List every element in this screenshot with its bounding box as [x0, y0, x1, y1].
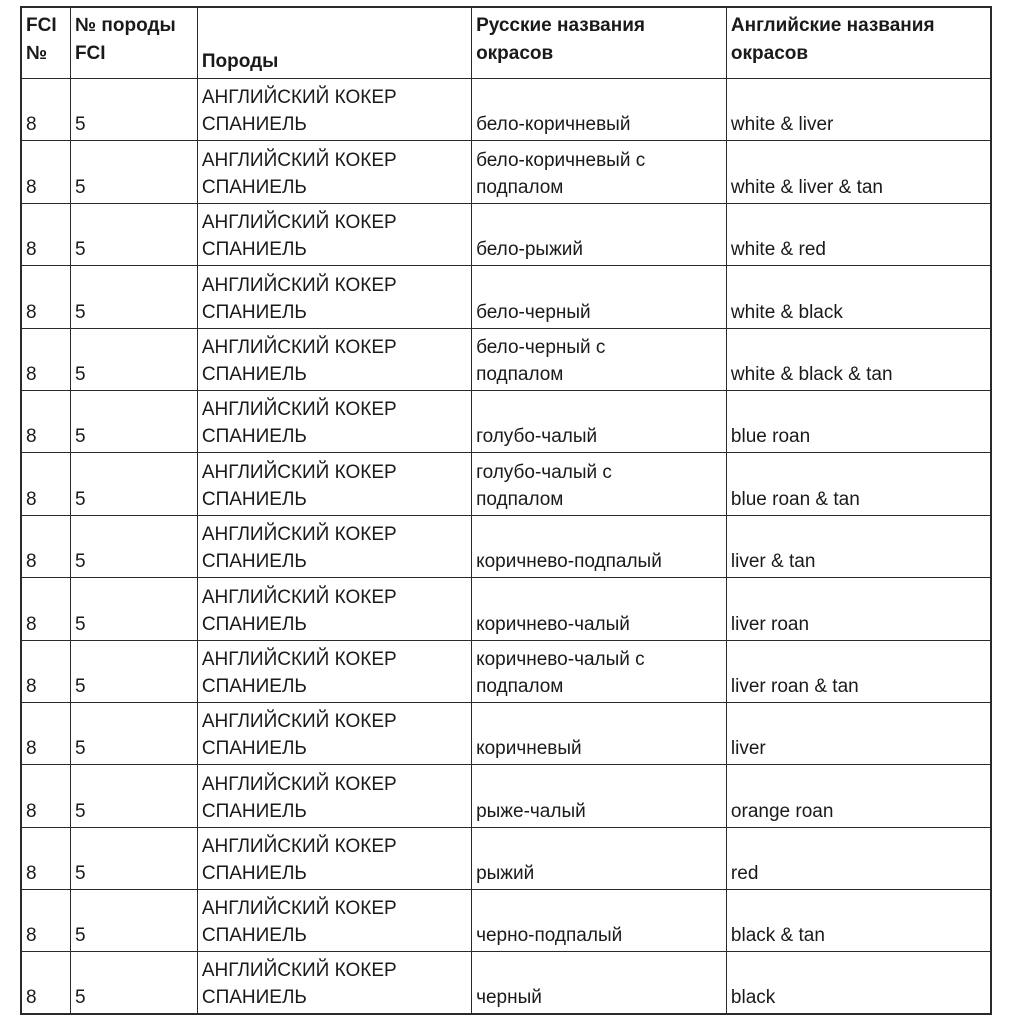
cell-english-color-text: black & tan: [730, 925, 825, 947]
cell-fci-group-text: 8: [26, 176, 37, 198]
cell-english-color-text: white & red: [730, 239, 826, 261]
table-row: [21, 141, 991, 203]
cell-english-color: [726, 827, 991, 889]
cell-breed: [197, 141, 471, 203]
header-fci-group: [21, 7, 70, 79]
table-row: [21, 890, 991, 952]
table-row: [21, 203, 991, 265]
cell-fci-group-text: 8: [26, 426, 37, 448]
cell-russian-color: [472, 952, 727, 1014]
cell-breed-text: АНГЛИЙСКИЙ КОКЕР СПАНИЕЛЬ: [201, 461, 397, 510]
header-english-colors: [726, 7, 991, 79]
cell-fci-group-text: 8: [26, 551, 37, 573]
cell-russian-color-text: черно-подпалый: [476, 925, 623, 947]
cell-english-color: [726, 328, 991, 390]
cell-russian-color: [472, 390, 727, 452]
cell-breed-text: АНГЛИЙСКИЙ КОКЕР СПАНИЕЛЬ: [201, 524, 397, 573]
table-body: [21, 79, 991, 1015]
cell-fci-group-text: 8: [26, 863, 37, 885]
cell-breed-number: [70, 827, 197, 889]
header-breed-label: Породы: [201, 51, 279, 72]
cell-fci-group-text: 8: [26, 800, 37, 822]
cell-fci-group: [21, 640, 70, 702]
cell-russian-color: [472, 453, 727, 515]
table-row: [21, 453, 991, 515]
cell-english-color-text: liver roan & tan: [730, 675, 859, 697]
cell-russian-color-text: коричнево-подпалый: [476, 551, 662, 573]
cell-english-color: [726, 765, 991, 827]
cell-breed-number-text: 5: [74, 301, 86, 323]
cell-english-color: [726, 141, 991, 203]
cell-breed-number-text: 5: [74, 488, 86, 510]
cell-breed-number: [70, 952, 197, 1014]
cell-english-color-text: liver roan: [730, 613, 810, 635]
table-row: [21, 328, 991, 390]
cell-fci-group: [21, 702, 70, 764]
cell-russian-color: [472, 890, 727, 952]
cell-fci-group: [21, 578, 70, 640]
cell-fci-group: [21, 266, 70, 328]
cell-fci-group: [21, 390, 70, 452]
table-row: [21, 952, 991, 1014]
cell-breed-text: АНГЛИЙСКИЙ КОКЕР СПАНИЕЛЬ: [201, 149, 397, 198]
cell-breed: [197, 79, 471, 141]
cell-english-color-text: white & liver & tan: [730, 176, 883, 198]
cell-breed-number-text: 5: [74, 675, 86, 697]
cell-breed-number: [70, 453, 197, 515]
cell-russian-color: [472, 79, 727, 141]
cell-breed-number: [70, 515, 197, 577]
cell-fci-group: [21, 141, 70, 203]
cell-english-color-text: blue roan: [730, 426, 811, 448]
table-header: [21, 7, 991, 79]
cell-russian-color-text: рыже-чалый: [476, 800, 586, 822]
cell-breed-number: [70, 702, 197, 764]
cell-english-color: [726, 203, 991, 265]
cell-russian-color-text: коричневый: [476, 738, 582, 760]
cell-breed: [197, 203, 471, 265]
cell-english-color-text: white & black & tan: [730, 363, 893, 385]
cell-breed: [197, 765, 471, 827]
cell-russian-color-text: коричнево-чалый с подпалом: [476, 648, 645, 697]
table-row: [21, 827, 991, 889]
cell-breed-number-text: 5: [74, 551, 86, 573]
cell-breed-number-text: 5: [74, 738, 86, 760]
cell-fci-group-text: 8: [26, 925, 37, 947]
cell-breed-number-text: 5: [74, 863, 86, 885]
cell-breed: [197, 578, 471, 640]
cell-breed: [197, 390, 471, 452]
breed-colors-table: [20, 6, 992, 1015]
cell-breed-text: АНГЛИЙСКИЙ КОКЕР СПАНИЕЛЬ: [201, 586, 397, 635]
cell-breed-number-text: 5: [74, 613, 86, 635]
cell-english-color: [726, 266, 991, 328]
cell-breed-number-text: 5: [74, 114, 86, 136]
header-russian-colors: [472, 7, 727, 79]
cell-fci-group-text: 8: [26, 488, 37, 510]
cell-english-color: [726, 640, 991, 702]
cell-breed-number: [70, 640, 197, 702]
cell-breed: [197, 702, 471, 764]
table-row: [21, 515, 991, 577]
cell-fci-group: [21, 890, 70, 952]
cell-russian-color-text: рыжий: [476, 863, 535, 885]
cell-fci-group-text: 8: [26, 675, 37, 697]
cell-fci-group: [21, 765, 70, 827]
cell-breed-number-text: 5: [74, 176, 86, 198]
cell-fci-group-text: 8: [26, 363, 37, 385]
table-row: [21, 79, 991, 141]
cell-english-color: [726, 702, 991, 764]
header-breed: [197, 7, 471, 79]
cell-fci-group: [21, 79, 70, 141]
cell-russian-color: [472, 328, 727, 390]
cell-breed-text: АНГЛИЙСКИЙ КОКЕР СПАНИЕЛЬ: [201, 960, 397, 1009]
cell-russian-color-text: бело-коричневый с подпалом: [476, 149, 646, 198]
cell-russian-color: [472, 578, 727, 640]
cell-russian-color-text: бело-коричневый: [476, 114, 631, 136]
cell-fci-group-text: 8: [26, 114, 37, 136]
cell-breed: [197, 827, 471, 889]
cell-breed-number: [70, 79, 197, 141]
table-row: [21, 578, 991, 640]
cell-english-color: [726, 390, 991, 452]
cell-english-color-text: orange roan: [730, 800, 834, 822]
cell-fci-group: [21, 952, 70, 1014]
table-row: [21, 390, 991, 452]
cell-breed-number-text: 5: [74, 363, 86, 385]
cell-breed-number: [70, 578, 197, 640]
cell-english-color: [726, 952, 991, 1014]
cell-breed: [197, 890, 471, 952]
header-english-colors-label: Английские названия окрасов: [730, 15, 935, 64]
cell-breed: [197, 328, 471, 390]
cell-breed-text: АНГЛИЙСКИЙ КОКЕР СПАНИЕЛЬ: [201, 212, 397, 261]
cell-english-color-text: white & liver: [730, 114, 834, 136]
cell-breed-text: АНГЛИЙСКИЙ КОКЕР СПАНИЕЛЬ: [201, 399, 397, 448]
cell-english-color: [726, 890, 991, 952]
table-row: [21, 266, 991, 328]
cell-english-color-text: black: [730, 987, 776, 1009]
cell-english-color-text: white & black: [730, 301, 843, 323]
cell-breed-text: АНГЛИЙСКИЙ КОКЕР СПАНИЕЛЬ: [201, 773, 397, 822]
cell-fci-group: [21, 453, 70, 515]
header-row: [21, 7, 991, 79]
cell-russian-color: [472, 203, 727, 265]
cell-russian-color-text: бело-черный с подпалом: [476, 336, 606, 385]
cell-breed-text: АНГЛИЙСКИЙ КОКЕР СПАНИЕЛЬ: [201, 336, 397, 385]
cell-fci-group: [21, 203, 70, 265]
cell-breed-number-text: 5: [74, 800, 86, 822]
cell-breed-text: АНГЛИЙСКИЙ КОКЕР СПАНИЕЛЬ: [201, 836, 397, 885]
table-row: [21, 702, 991, 764]
cell-breed-number: [70, 203, 197, 265]
cell-breed-text: АНГЛИЙСКИЙ КОКЕР СПАНИЕЛЬ: [201, 648, 397, 697]
cell-breed-text: АНГЛИЙСКИЙ КОКЕР СПАНИЕЛЬ: [201, 898, 397, 947]
cell-russian-color-text: черный: [476, 987, 542, 1009]
cell-russian-color: [472, 702, 727, 764]
cell-english-color-text: red: [730, 863, 759, 885]
cell-fci-group-text: 8: [26, 301, 37, 323]
table-row: [21, 640, 991, 702]
header-russian-colors-label: Русские названия окрасов: [476, 15, 645, 64]
cell-fci-group-text: 8: [26, 613, 37, 635]
cell-russian-color-text: бело-черный: [476, 301, 591, 323]
cell-fci-group: [21, 827, 70, 889]
cell-english-color: [726, 515, 991, 577]
cell-english-color-text: liver & tan: [730, 551, 816, 573]
cell-english-color: [726, 79, 991, 141]
cell-breed-number: [70, 141, 197, 203]
cell-breed-text: АНГЛИЙСКИЙ КОКЕР СПАНИЕЛЬ: [201, 87, 397, 136]
cell-breed-number-text: 5: [74, 925, 86, 947]
cell-fci-group: [21, 328, 70, 390]
cell-russian-color: [472, 827, 727, 889]
cell-fci-group-text: 8: [26, 239, 37, 261]
cell-breed-number: [70, 890, 197, 952]
cell-english-color-text: blue roan & tan: [730, 488, 860, 510]
cell-russian-color: [472, 266, 727, 328]
cell-breed: [197, 266, 471, 328]
cell-fci-group-text: 8: [26, 738, 37, 760]
cell-breed: [197, 952, 471, 1014]
cell-breed-number: [70, 266, 197, 328]
cell-breed-number: [70, 390, 197, 452]
cell-breed: [197, 515, 471, 577]
cell-breed: [197, 640, 471, 702]
cell-english-color: [726, 578, 991, 640]
cell-russian-color-text: голубо-чалый с подпалом: [476, 461, 612, 510]
cell-breed-number-text: 5: [74, 239, 86, 261]
cell-russian-color: [472, 640, 727, 702]
cell-russian-color-text: голубо-чалый: [476, 426, 598, 448]
cell-breed: [197, 453, 471, 515]
header-breed-number-label: № породы FCI: [74, 15, 176, 64]
cell-russian-color: [472, 515, 727, 577]
cell-russian-color: [472, 765, 727, 827]
cell-russian-color-text: коричнево-чалый: [476, 613, 630, 635]
cell-english-color-text: liver: [730, 738, 766, 760]
cell-breed-number: [70, 328, 197, 390]
table-row: [21, 765, 991, 827]
header-breed-number: [70, 7, 197, 79]
cell-fci-group-text: 8: [26, 987, 37, 1009]
cell-breed-text: АНГЛИЙСКИЙ КОКЕР СПАНИЕЛЬ: [201, 711, 397, 760]
cell-fci-group: [21, 515, 70, 577]
cell-russian-color: [472, 141, 727, 203]
cell-english-color: [726, 453, 991, 515]
cell-breed-number: [70, 765, 197, 827]
cell-breed-text: АНГЛИЙСКИЙ КОКЕР СПАНИЕЛЬ: [201, 274, 397, 323]
cell-breed-number-text: 5: [74, 987, 86, 1009]
header-fci-group-label: FCI №: [26, 15, 57, 64]
cell-breed-number-text: 5: [74, 426, 86, 448]
cell-russian-color-text: бело-рыжий: [476, 239, 584, 261]
